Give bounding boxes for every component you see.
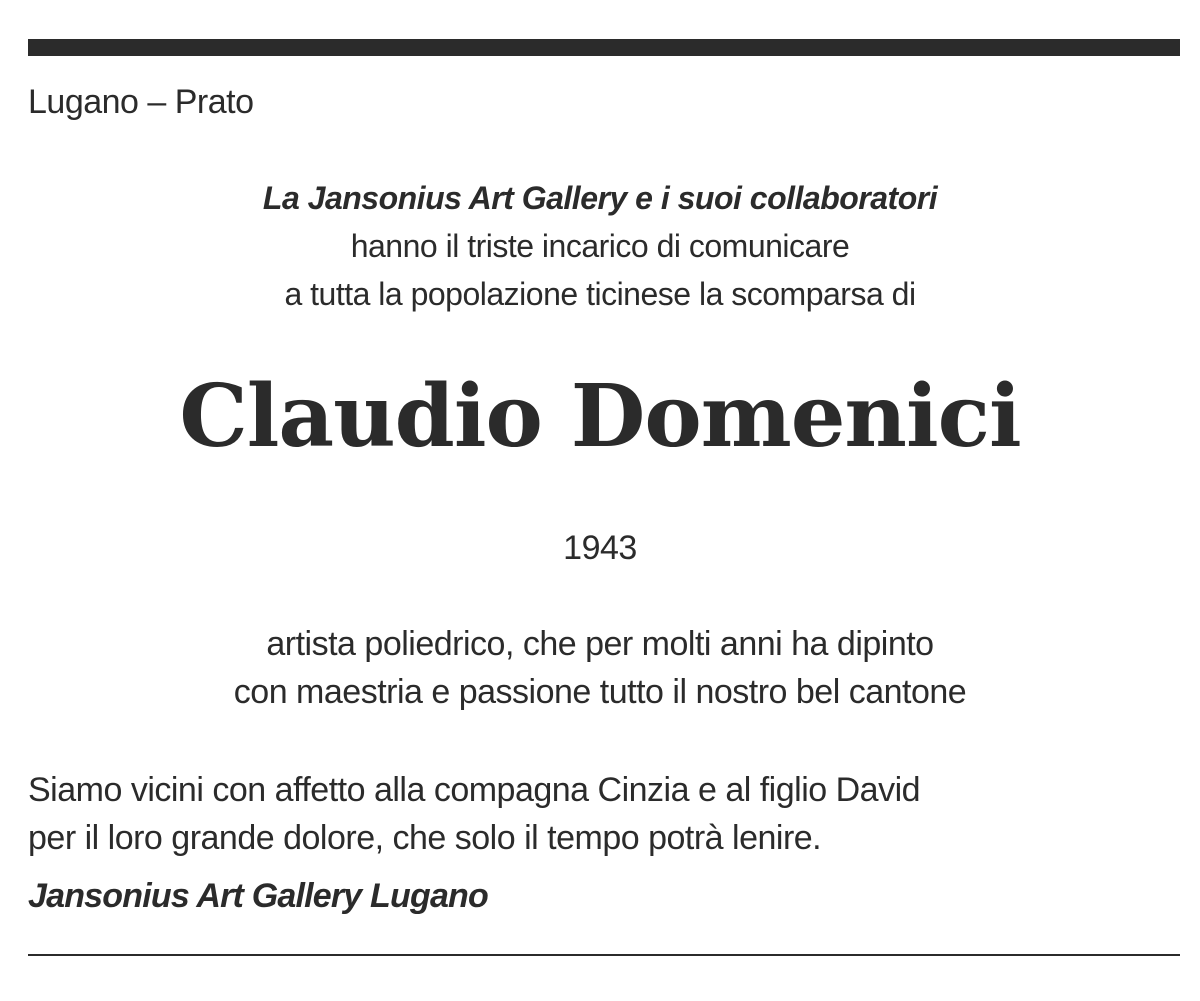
intro-line-1: hanno il triste incarico di comunicare — [350, 228, 850, 264]
intro-line-2: a tutta la popolazione ticinese la scomparsa di — [284, 276, 916, 312]
signature: Jansonius Art Gallery Lugano — [28, 877, 488, 915]
deceased-name: Claudio Domenici — [179, 366, 1021, 467]
birth-year: 1943 — [563, 529, 637, 567]
location-heading: Lugano – Prato — [28, 83, 254, 121]
intro-organization: La Jansonius Art Gallery e i suoi collaboratori — [262, 180, 938, 216]
top-divider-bar — [28, 39, 1180, 56]
condolence-line-2: per il loro grande dolore, che solo il tempo potrà lenire. — [28, 819, 822, 857]
description-line-2: con maestria e passione tutto il nostro bel cantone — [233, 673, 967, 711]
bottom-divider-line — [28, 954, 1180, 956]
description-line-1: artista poliedrico, che per molti anni ha dipinto — [266, 625, 934, 663]
condolence-line-1: Siamo vicini con affetto alla compagna Cinzia e al figlio David — [28, 771, 921, 809]
